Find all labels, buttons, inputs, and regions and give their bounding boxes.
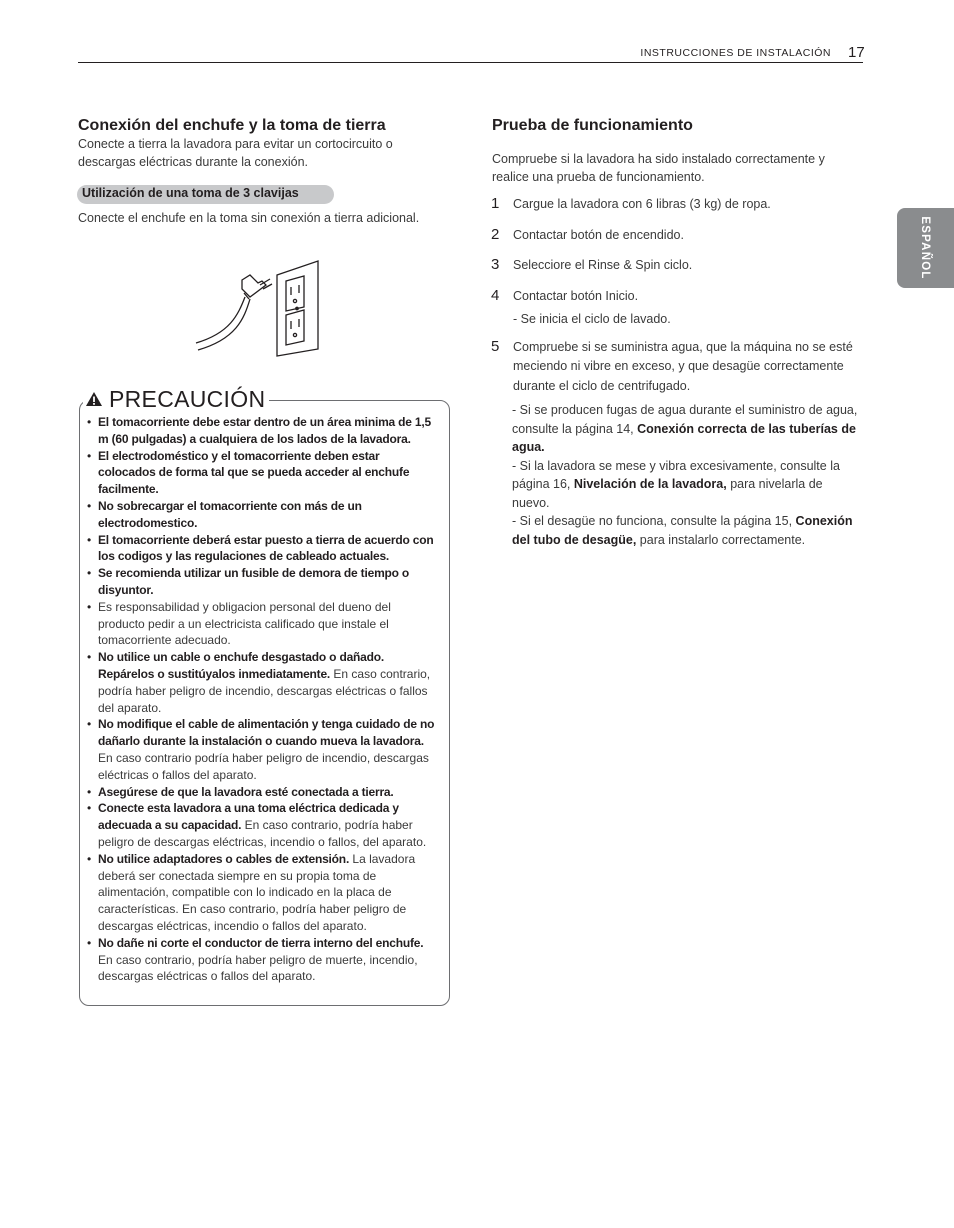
- test-steps: [490, 195, 860, 549]
- caution-item: • No utilice un cable o enchufe desgastado o dañado. Repárelos o sustitúyalos inmediatamente. En caso contrario, podría haber peligro de incendio, descargas eléctricas o fallos del aparato.: [87, 649, 439, 716]
- caution-header: [83, 384, 269, 414]
- caution-item: • Se recomienda utilizar un fusible de demora de tiempo o disyuntor.: [87, 565, 439, 599]
- caution-item: • No utilice adaptadores o cables de extensión. La lavadora deberá ser conectada siempre en su propia toma de alimentación, compatible con lo indicado en la placa de características. En caso contrario, podría haber peligro de descargas eléctricas, incendio o fallos del aparato.: [87, 851, 439, 935]
- caution-title: PRECAUCIÓN: [109, 385, 266, 412]
- page-number: 17: [848, 44, 865, 61]
- step-item: [490, 226, 860, 246]
- troubleshoot-note: - Si se producen fugas de agua durante el suministro de agua, consulte la página 14, Conexión correcta de las tuberías de agua.: [512, 403, 858, 454]
- troubleshoot-note: - Si la lavadora se mese y vibra excesivamente, consulte la página 16, Nivelación de la lavadora, para nivelarla de nuevo.: [512, 458, 840, 510]
- caution-list: [87, 414, 439, 985]
- step-number: 5: [491, 337, 500, 355]
- plug-outlet-illustration: [190, 255, 330, 365]
- step-text: Cargue la lavadora con 6 libras (3 kg) de ropa.: [513, 197, 771, 211]
- step-number: 4: [491, 286, 500, 304]
- caution-item: • El tomacorriente debe estar dentro de un área minima de 1,5 m (60 pulgadas) a cualquiera de los lados de la lavadora.: [87, 414, 439, 448]
- language-tab-label: ESPAÑOL: [919, 216, 931, 280]
- step-text: Compruebe si se suministra agua, que la máquina no se esté meciendo ni vibre en exceso, y que desagüe correctamente durante el ciclo de centrifugado.: [513, 339, 853, 393]
- header-rule: [78, 62, 863, 63]
- step-item: [490, 256, 860, 276]
- test-intro: Compruebe si la lavadora ha sido instalado correctamente y realice una prueba de funcionamiento.: [492, 152, 825, 184]
- language-tab: [897, 208, 954, 288]
- three-prong-label-pill: [77, 185, 334, 204]
- step-item: [490, 338, 860, 397]
- caution-item: • El tomacorriente deberá estar puesto a tierra de acuerdo con los codigos y las regulaciones de cableado actuales.: [87, 532, 439, 566]
- step-item: [490, 287, 860, 329]
- caution-item: • Asegúrese de que la lavadora esté conectada a tierra.: [87, 784, 439, 801]
- three-prong-label: Utilización de una toma de 3 clavijas: [82, 186, 299, 200]
- three-prong-text: Conecte el enchufe en la toma sin conexión a tierra adicional.: [78, 211, 420, 225]
- outlet-icon: [277, 261, 318, 356]
- step-item: [490, 195, 860, 215]
- test-heading: Prueba de funcionamiento: [492, 117, 693, 134]
- caution-item: • No dañe ni corte el conductor de tierra interno del enchufe. En caso contrario, podría haber peligro de muerte, incendio, descargas eléctricas o fallos del aparato.: [87, 935, 439, 985]
- troubleshoot-note: - Si el desagüe no funciona, consulte la página 15, Conexión del tubo de desagüe, para instalarlo correctamente.: [512, 514, 853, 547]
- caution-item: • Conecte esta lavadora a una toma eléctrica dedicada y adecuada a su capacidad. En caso contrario, podría haber peligro de descargas eléctricas, incendio o fallos, del aparato.: [87, 800, 439, 850]
- caution-item: • No modifique el cable de alimentación y tenga cuidado de no dañarlo durante la instalación o cuando mueva la lavadora. En caso contrario podría haber peligro de incendio, descargas eléctricas o fallos del aparato.: [87, 716, 439, 783]
- header-section-title: INSTRUCCIONES DE INSTALACIÓN: [640, 47, 831, 59]
- step-number: 2: [491, 225, 500, 243]
- caution-item: • El electrodoméstico y el tomacorriente deben estar colocados de forma tal que se pueda acceder al enchufe facilmente.: [87, 448, 439, 498]
- plug-icon: [196, 275, 272, 350]
- step-number: 1: [491, 195, 500, 212]
- grounding-intro: Conecte a tierra la lavadora para evitar un cortocircuito o descargas eléctricas durante la conexión.: [78, 137, 393, 169]
- step-text: Contactar botón Inicio.: [513, 288, 639, 303]
- warning-icon: [85, 391, 103, 407]
- step-text: Contactar botón de encendido.: [513, 227, 684, 242]
- caution-item: • No sobrecargar el tomacorriente con más de un electrodomestico.: [87, 498, 439, 532]
- step-number: 3: [491, 256, 500, 273]
- step-text: Selecciore el Rinse & Spin ciclo.: [513, 258, 693, 272]
- step-subnote: - Se inicia el ciclo de lavado.: [513, 312, 671, 326]
- grounding-heading: Conexión del enchufe y la toma de tierra: [78, 117, 386, 134]
- caution-item: • Es responsabilidad y obligacion personal del dueno del producto pedir a un electricista calificado que instale el tomacorriente adecuado.: [87, 599, 439, 649]
